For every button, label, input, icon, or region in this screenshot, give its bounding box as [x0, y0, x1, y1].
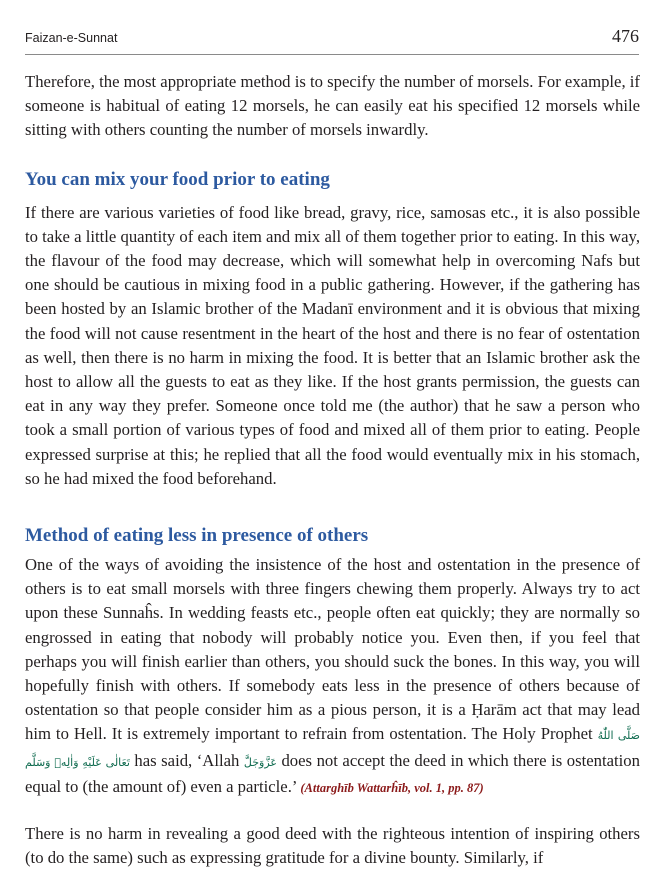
section-heading-eating-less: Method of eating less in presence of others [25, 525, 369, 547]
section-body-eating-less [25, 553, 640, 800]
book-title: Faizan-e-Sunnat [25, 31, 118, 45]
page-header [25, 26, 639, 55]
hadith-reference: (Attarghīb Wattarĥīb, vol. 1, pp. 87) [300, 780, 484, 795]
body-text: has said, ‘Allah [129, 750, 244, 770]
intro-paragraph: Therefore, the most appropriate method is to specify the number of morsels. For example, if someone is habitual of eating 12 morsels, he can easily eat his specified 12 morsels while sitting with others counting the number of morsels inwardly. [25, 72, 640, 140]
allah-arabic-honorific: عَزَّوَجَلَّ [243, 755, 277, 769]
body-text: One of the ways of avoiding the insistence of the host and ostentation in the presence of others is to eat small morsels with three fingers chewing them properly. Always try to act upon these Sunnaĥs. In wedding feasts etc., people often eat quickly; they are normally so engrossed in eating that nobody will probably notice you. Even then, if you feel that perhaps you will finish earlier than others, you should suck the bones. In this way, you will hopefully finish with others. If somebody eats less in the presence of others because of ostentation so that people consider him as a pious person, it is a Ḥarām act that may lead him to Hell. It is extremely important to refrain from ostentation. The Holy Prophet [25, 555, 640, 744]
section-body-mix-food: If there are various varieties of food like bread, gravy, rice, samosas etc., it is also possible to take a little quantity of each item and mix all of them together prior to eating. In this way, the flavour of the food may decrease, which will somewhat help in overcoming Nafs but one should be cautious in mixing food in a public gathering. However, if the gathering has been hosted by an Islamic brother of the Madanī environment and it is obvious that mixing the food will not cause resentment in the heart of the host and there is no fear of ostentation as well, then there is no harm in mixing the food. It is better that an Islamic brother ask the host to allow all the guests to eat as they like. If the host grants permission, the guests can eat in any way they prefer. Someone once told me (the author) that he saw a person who took a small portion of various types of food and mixed all of them prior to eating. People expressed surprise at this; he replied that all the food would eventually mix in his stomach, so he had mixed the food beforehand. [25, 202, 640, 488]
body-text: does not accept the deed in which there is ostentation equal to (the amount of) even a particle.’ [25, 750, 640, 796]
section-heading-mix-food: You can mix your food prior to eating [25, 168, 330, 190]
page-content [25, 70, 640, 870]
salutation-arabic: صَلَّی اللّٰەُ تَعَالٰی عَلَیْەِ وَاٰلِەٖ وَسَلَّم [25, 729, 641, 769]
closing-paragraph: There is no harm in revealing a good deed with the righteous intention of inspiring others (to do the same) such as expressing gratitude for a divine bounty. Similarly, if [25, 824, 640, 868]
page-number: 476 [612, 26, 639, 46]
